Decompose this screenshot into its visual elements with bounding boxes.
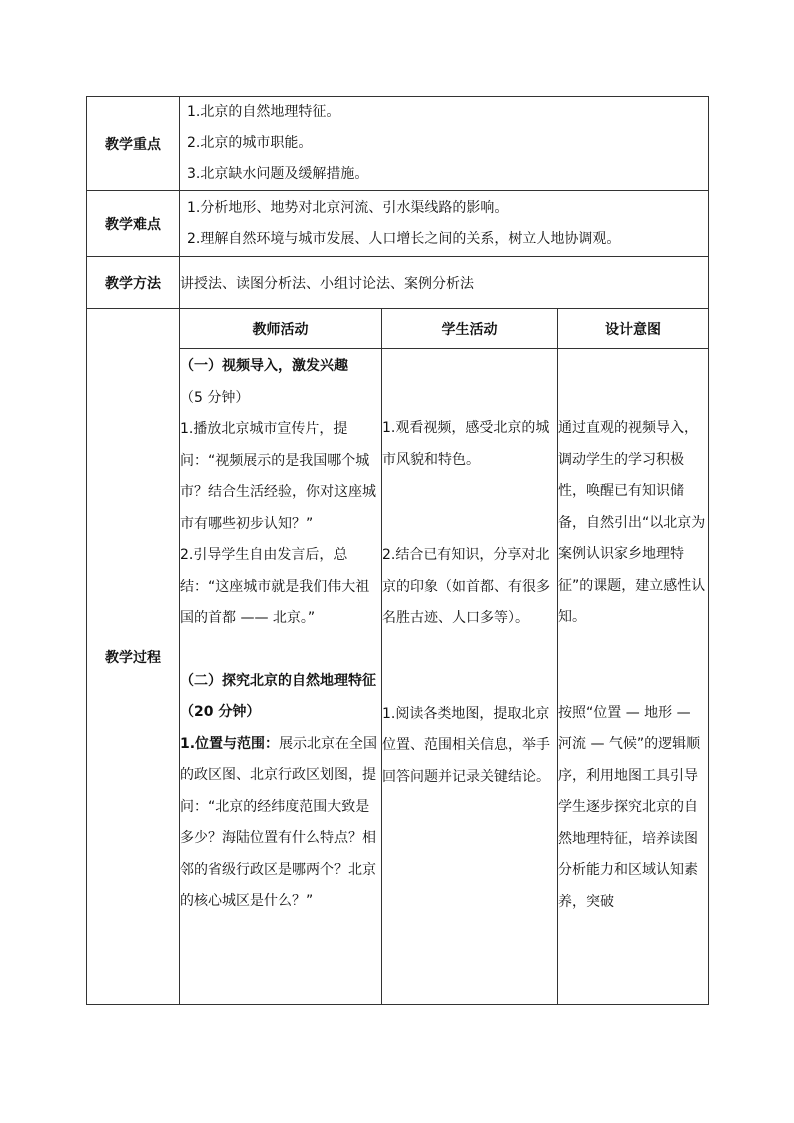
step-heading: 1.位置与范围： <box>180 735 280 752</box>
student-step: 1.阅读各类地图，提取北京位置、范围相关信息，举手回答问题并记录关键结论。 <box>382 705 550 785</box>
focus-item: 3.北京缺水问题及缓解措施。 <box>187 166 369 182</box>
method-text: 讲授法、读图分析法、小组讨论法、案例分析法 <box>180 257 709 309</box>
difficulty-content <box>180 191 709 257</box>
method-label: 教学方法 <box>87 257 180 309</box>
process-content-row <box>87 349 709 1005</box>
header-student: 学生活动 <box>382 309 558 349</box>
design-note: 通过直观的视频导入，调动学生的学习积极性，唤醒已有知识储备，自然引出“以北京为案例认识家乡地理特征”的课题，建立感性认知。 <box>558 420 706 625</box>
process-label: 教学过程 <box>87 309 180 1005</box>
focus-label: 教学重点 <box>87 97 180 191</box>
header-teacher: 教师活动 <box>180 309 382 349</box>
design-intent-cell <box>558 349 709 1005</box>
focus-item: 2.北京的城市职能。 <box>187 135 313 151</box>
difficulty-label: 教学难点 <box>87 191 180 257</box>
teacher-activity-cell <box>180 349 382 1005</box>
design-note: 按照“位置 — 地形 — 河流 — 气候”的逻辑顺序，利用地图工具引导学生逐步探究北京的自然地理特征，培养读图分析能力和区域认知素养，突破 <box>558 704 701 910</box>
focus-content <box>180 97 709 191</box>
process-header-row <box>87 309 709 349</box>
difficulty-item: 1.分析地形、地势对北京河流、引水渠线路的影响。 <box>187 199 509 216</box>
stage2-title: （二）探究北京的自然地理特征（20 分钟） <box>180 672 376 720</box>
lesson-plan-table <box>86 96 709 1005</box>
method-row <box>87 257 709 309</box>
student-step: 1.观看视频，感受北京的城市风貌和特色。 <box>382 420 550 468</box>
student-activity-cell <box>382 349 558 1005</box>
step-text: 展示北京在全国的政区图、北京行政区划图，提问：“北京的经纬度范围大致是多少？海陆位置有什么特点？相邻的省级行政区是哪两个？北京的核心城区是什么？” <box>180 735 378 909</box>
difficulty-item: 2.理解自然环境与城市发展、人口增长之间的关系，树立人地协调观。 <box>187 230 621 247</box>
stage1-title: （一）视频导入，激发兴趣 <box>180 358 348 374</box>
student-step: 2.结合已有知识，分享对北京的印象（如首都、有很多名胜古迹、人口多等）。 <box>382 547 550 626</box>
stage1-time: （5 分钟） <box>180 389 250 406</box>
difficulty-row <box>87 191 709 257</box>
teacher-step <box>180 729 381 918</box>
header-design: 设计意图 <box>558 309 709 349</box>
focus-item: 1.北京的自然地理特征。 <box>187 104 341 120</box>
teacher-step: 2.引导学生自由发言后，总结：“这座城市就是我们伟大祖国的首都 —— 北京。” <box>180 547 370 626</box>
focus-row <box>87 97 709 191</box>
teacher-step: 1.播放北京城市宣传片，提问：“视频展示的是我国哪个城市？结合生活经验，你对这座城市有哪些初步认知？” <box>180 421 376 532</box>
